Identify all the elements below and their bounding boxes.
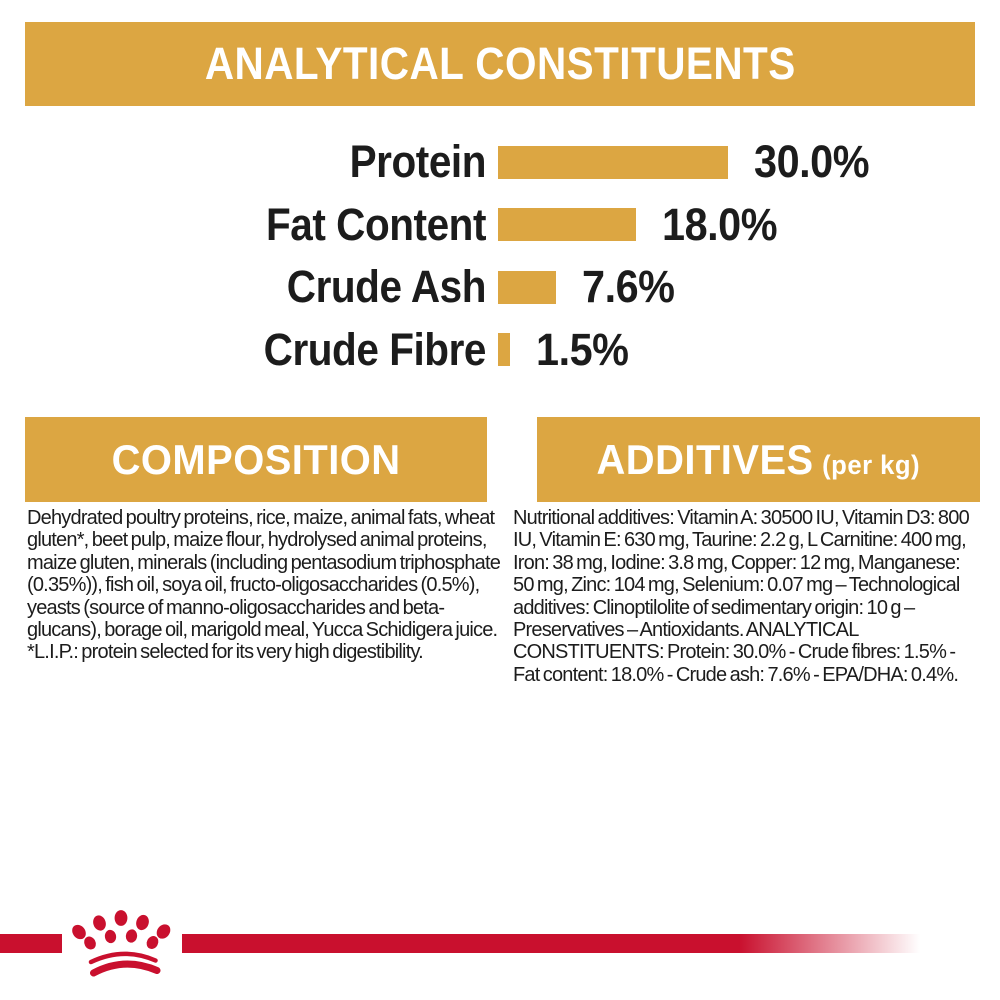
chart-row-protein: [0, 131, 1000, 194]
additives-header-main: ADDITIVES: [596, 435, 814, 483]
chart-row-crude-fibre: [0, 319, 1000, 382]
royal-canin-crown-logo-icon: [60, 899, 190, 994]
composition-footnote: *L.I.P.: protein selected for its very high digestibility.: [27, 641, 423, 664]
chart-label: Protein: [349, 136, 486, 188]
composition-header: [25, 417, 487, 502]
additives-header: [537, 417, 980, 502]
chart-value: 30.0%: [754, 136, 870, 188]
chart-bar: [498, 208, 636, 241]
chart-value: 1.5%: [536, 323, 629, 375]
chart-label: Fat Content: [265, 198, 486, 250]
chart-label: Crude Fibre: [263, 323, 486, 375]
analytical-constituents-banner: [25, 22, 975, 106]
chart-bar: [498, 333, 510, 366]
footer-stripe-left: [0, 934, 62, 953]
banner-title: ANALYTICAL CONSTITUENTS: [204, 38, 796, 89]
additives-text: [513, 507, 981, 686]
composition-header-title: COMPOSITION: [111, 435, 401, 483]
chart-label: Crude Ash: [286, 261, 486, 313]
chart-row-crude-ash: [0, 256, 1000, 319]
footer-stripe-right-fade: [182, 934, 935, 953]
analytical-constituents-chart: [0, 131, 1000, 381]
chart-bar: [498, 271, 556, 304]
additives-header-note: (per kg): [822, 449, 921, 480]
chart-row-fat-content: [0, 194, 1000, 257]
composition-body: Dehydrated poultry proteins, rice, maize, animal fats, wheat gluten*, beet pulp, maize flour, hydrolysed animal proteins, maize gluten, minerals (including pentasodium triphosphate (0.35%)), fish oil, soya oil, fructo-oligosaccharides (0.5%), yeasts (source of manno-oligosaccharides and beta-glucans), borage oil, marigold meal, Yucca Schidigera juice.: [27, 507, 501, 642]
composition-text: [27, 507, 503, 664]
chart-bar: [498, 146, 728, 179]
additives-header-title: [597, 436, 921, 484]
additives-body: Nutritional additives: Vitamin A: 30500 IU, Vitamin D3: 800 IU, Vitamin E: 630 mg, Taurine: 2.2 g, L Carnitine: 400 mg, Iron: 38 mg, Iodine: 3.8 mg, Copper: 12 mg, Manganese: 50 mg, Zinc: 104 mg, Selenium: 0.07 mg – Technological additives: Clinoptilolite of sedimentary origin: 10 g – Preservatives – Antioxidants. ANALYTICAL CONSTITUENTS: Protein: 30.0% - Crude fibres: 1.5% - Fat content: 18.0% - Crude ash: 7.6% - EPA/DHA: 0.4%.: [513, 507, 969, 686]
chart-value: 7.6%: [582, 261, 675, 313]
chart-value: 18.0%: [662, 198, 778, 250]
